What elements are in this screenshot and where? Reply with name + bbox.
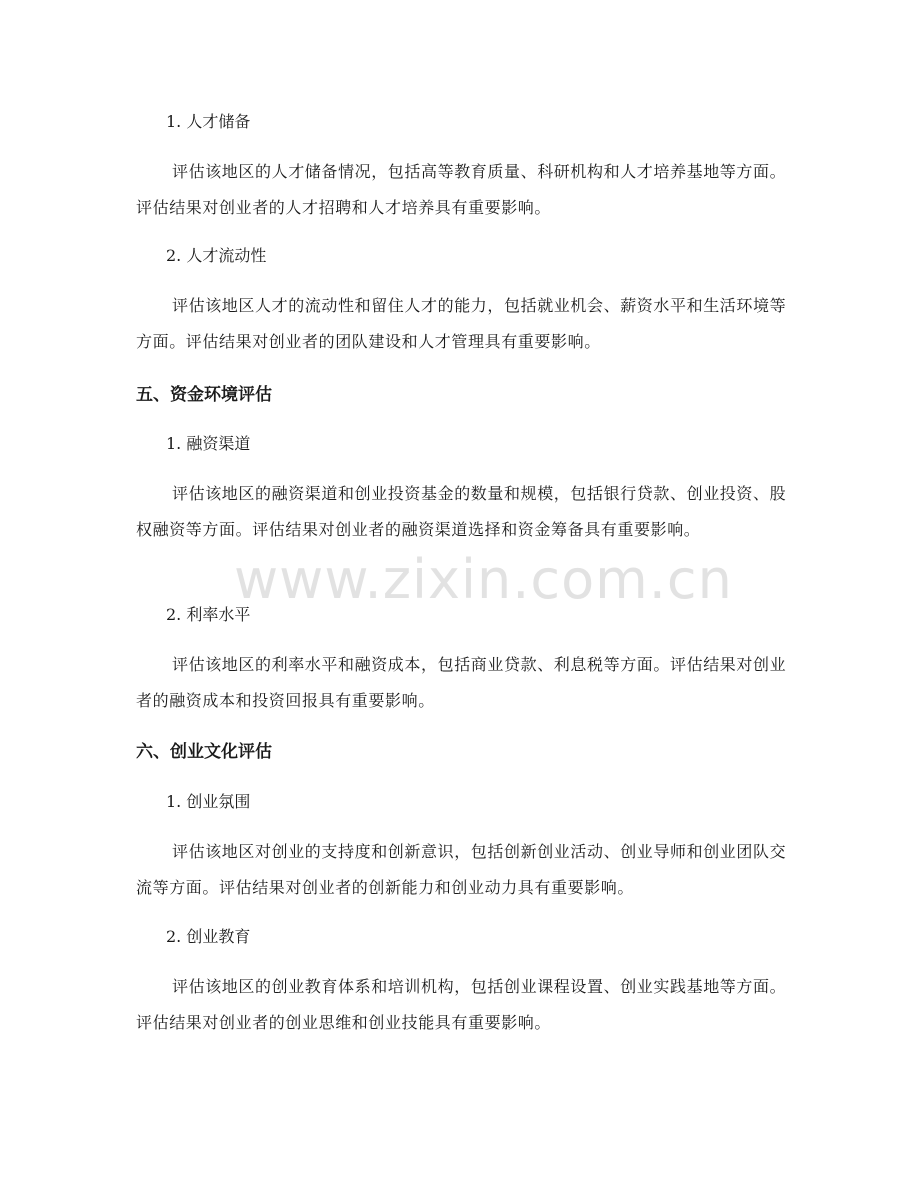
paragraph-interest-rate: 评估该地区的利率水平和融资成本，包括商业贷款、利息税等方面。评估结果对创业者的融资成本和投资回报具有重要影响。	[136, 655, 787, 710]
watermark-text: www.zixin.com.cn	[234, 548, 733, 611]
paragraph-talent-reserve: 评估该地区的人才储备情况，包括高等教育质量、科研机构和人才培养基地等方面。评估结果对创业者的人才招聘和人才培养具有重要影响。	[136, 162, 787, 217]
paragraph-financing-channels: 评估该地区的融资渠道和创业投资基金的数量和规模，包括银行贷款、创业投资、股权融资等方面。评估结果对创业者的融资渠道选择和资金筹备具有重要影响。	[136, 484, 787, 539]
paragraph-atmosphere: 评估该地区对创业的支持度和创新意识，包括创新创业活动、创业导师和创业团队交流等方面。评估结果对创业者的创新能力和创业动力具有重要影响。	[136, 842, 787, 897]
subsection-title-financing-channels: 1. 融资渠道	[166, 434, 251, 453]
subsection-title-education: 2. 创业教育	[166, 927, 251, 946]
section-heading-funding: 五、资金环境评估	[136, 385, 272, 405]
subsection-title-talent-mobility: 2. 人才流动性	[166, 246, 267, 265]
paragraph-talent-mobility: 评估该地区人才的流动性和留住人才的能力，包括就业机会、薪资水平和生活环境等方面。评估结果对创业者的团队建设和人才管理具有重要影响。	[136, 296, 787, 351]
subsection-title-talent-reserve: 1. 人才储备	[166, 112, 251, 131]
section-heading-culture: 六、创业文化评估	[136, 742, 272, 762]
paragraph-education: 评估该地区的创业教育体系和培训机构，包括创业课程设置、创业实践基地等方面。评估结果对创业者的创业思维和创业技能具有重要影响。	[136, 977, 787, 1032]
subsection-title-atmosphere: 1. 创业氛围	[166, 792, 251, 811]
subsection-title-interest-rate: 2. 利率水平	[166, 605, 251, 624]
